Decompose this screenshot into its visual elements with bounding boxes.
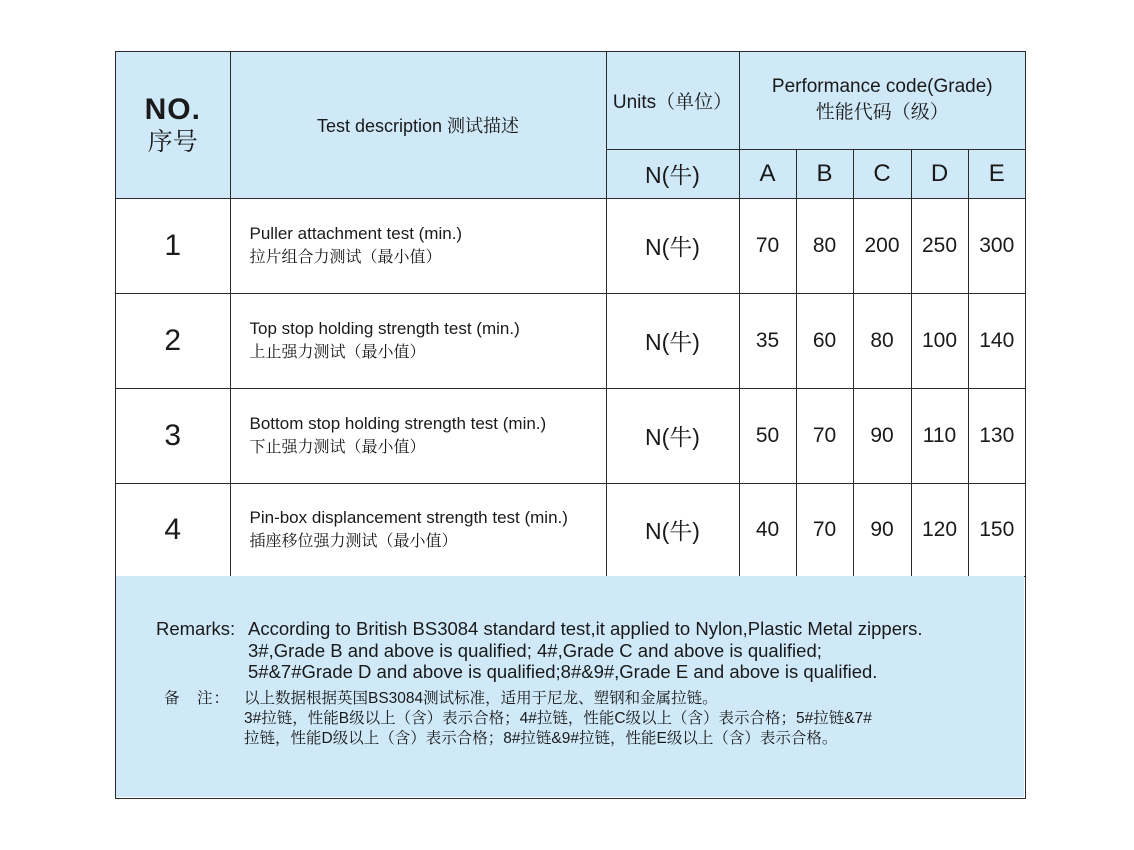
row-value-c: 80 [853,293,911,388]
row-description-cn: 拉片组合力测试（最小值） [249,248,442,266]
row-unit: N(牛) [606,388,739,483]
row-description-en: Puller attachment test (min.) [249,223,463,243]
row-value-a: 50 [739,388,796,483]
table-row [116,483,1025,576]
row-description [230,388,606,483]
row-value-a: 40 [739,483,796,576]
header-no-cell [116,52,230,198]
row-number: 2 [116,293,230,388]
row-description [230,198,606,293]
row-description-cn: 插座移位强力测试（最小值） [249,532,458,550]
row-number: 3 [116,388,230,483]
remarks-line1-cn: 以上数据根据英国BS3084测试标准，适用于尼龙、塑钢和金属拉链。 [244,690,718,707]
row-value-e: 300 [968,198,1025,293]
remarks-panel [116,576,1024,797]
remarks-line2-en: 3#,Grade B and above is qualified; 4#,Grade C and above is qualified; [248,639,822,661]
row-value-a: 35 [739,293,796,388]
row-value-b: 70 [796,483,853,576]
row-unit: N(牛) [606,293,739,388]
grade-a-header: A [739,149,796,198]
row-description-cn: 下止强力测试（最小值） [249,438,426,456]
row-unit: N(牛) [606,483,739,576]
table-row [116,293,1025,388]
grade-d-header: D [911,149,968,198]
header-performance-en: Performance code(Grade) [771,76,993,98]
grade-c-header: C [853,149,911,198]
remarks-line1-en: According to British BS3084 standard test,it applied to Nylon,Plastic Metal zippers. [248,618,923,639]
performance-table [116,52,1025,577]
header-performance-cn: 性能代码（级） [815,102,949,124]
remarks-en [156,618,923,683]
header-unit-symbol: N(牛) [606,149,739,198]
table-row [116,198,1025,293]
row-value-b: 60 [796,293,853,388]
header-no-en: NO. [144,92,201,126]
header-no-cn: 序号 [147,127,198,156]
performance-sheet [115,51,1026,799]
row-value-d: 250 [911,198,968,293]
remarks-cn [164,689,872,749]
row-value-b: 70 [796,388,853,483]
row-description [230,483,606,576]
row-description-en: Bottom stop holding strength test (min.) [249,413,547,433]
row-value-c: 90 [853,483,911,576]
row-value-b: 80 [796,198,853,293]
header-row-top [116,52,1025,149]
row-number: 4 [116,483,230,576]
remarks-line3-cn: 拉链，性能D级以上（含）表示合格；8#拉链&9#拉链，性能E级以上（含）表示合格。 [244,730,838,747]
remarks-line2-cn: 3#拉链，性能B级以上（含）表示合格；4#拉链，性能C级以上（含）表示合格；5#拉链&7# [244,710,872,727]
row-unit: N(牛) [606,198,739,293]
header-performance-cell [739,52,1025,149]
row-description-en: Pin-box displancement strength test (min.) [249,507,568,527]
grade-b-header: B [796,149,853,198]
row-value-e: 150 [968,483,1025,576]
table-row [116,388,1025,483]
grade-e-header: E [968,149,1025,198]
row-number: 1 [116,198,230,293]
row-value-a: 70 [739,198,796,293]
row-description-cn: 上止强力测试（最小值） [249,343,426,361]
remarks-label-en: Remarks: [156,618,236,639]
row-description [230,293,606,388]
header-description: Test description 测试描述 [230,52,606,198]
row-value-d: 100 [911,293,968,388]
row-value-d: 110 [911,388,968,483]
row-value-e: 130 [968,388,1025,483]
row-value-e: 140 [968,293,1025,388]
remarks-label-cn: 备 注： [164,690,231,707]
row-description-en: Top stop holding strength test (min.) [249,318,520,338]
row-value-d: 120 [911,483,968,576]
row-value-c: 90 [853,388,911,483]
row-value-c: 200 [853,198,911,293]
header-units: Units（单位） [606,52,739,149]
remarks-line3-en: 5#&7#Grade D and above is qualified;8#&9#,Grade E and above is qualified. [248,661,878,682]
